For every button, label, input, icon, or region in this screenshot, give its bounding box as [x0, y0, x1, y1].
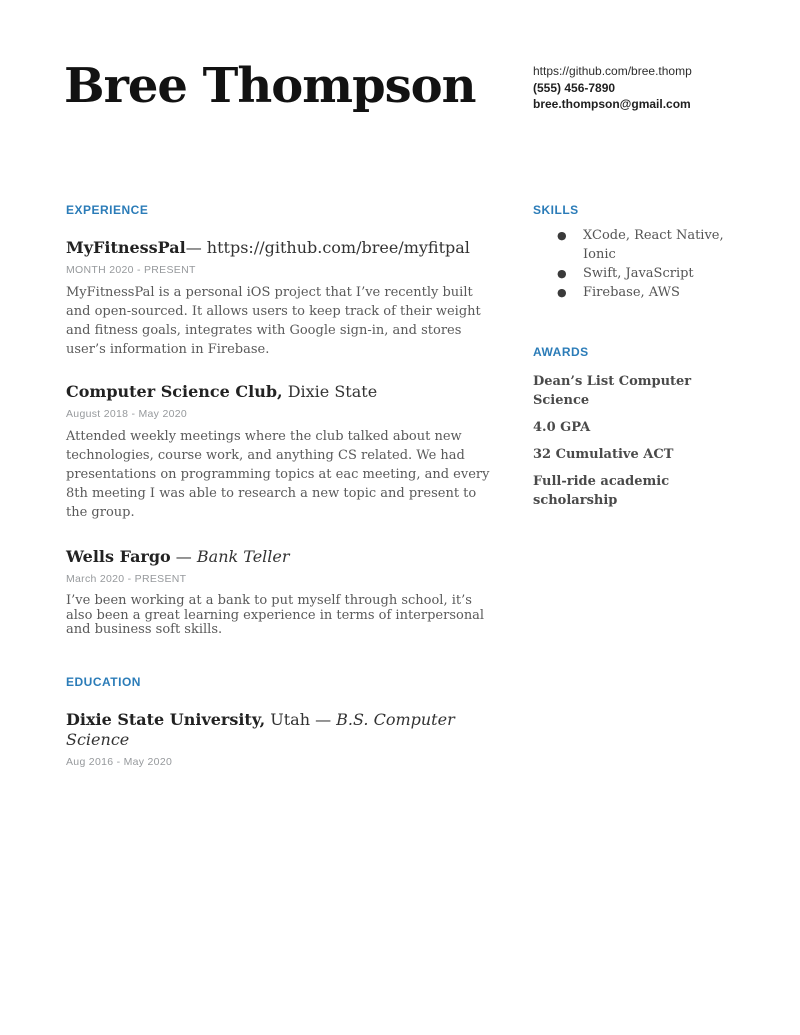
bullet-icon: ●	[557, 286, 567, 299]
job-dates: March 2020 - PRESENT	[66, 573, 187, 585]
section-heading-awards: AWARDS	[533, 345, 589, 359]
contact-email: bree.thompson@gmail.com	[533, 97, 691, 111]
skill-item	[557, 226, 738, 264]
award-item: 4.0 GPA	[533, 420, 591, 435]
award-item: 32 Cumulative ACT	[533, 447, 674, 462]
award-item: Dean’s List Computer Science	[533, 374, 692, 408]
job-title	[66, 547, 492, 567]
education-degree: B.S. Computer Science	[66, 709, 455, 749]
job-title-name: Computer Science Club,	[66, 382, 283, 401]
job-title	[66, 238, 492, 258]
job-title-name: MyFitnessPal	[66, 238, 186, 257]
education-school-name: Dixie State University,	[66, 709, 266, 729]
section-heading-skills: SKILLS	[533, 203, 579, 217]
education-location: Utah —	[265, 709, 337, 729]
right-column	[533, 203, 765, 518]
job-description: I’ve been working at a bank to put myself through school, it’s also been a great learning experience in terms of interpersonal and business soft skills.	[66, 593, 485, 637]
job-description: Attended weekly meetings where the club talked about new technologies, course work, and anything CS related. We had presentations on programming topics at eac meeting, and every 8th meeting I was able to research a new topic and present to the group.	[66, 429, 490, 520]
job-title-name: Wells Fargo	[66, 547, 171, 566]
bullet-icon: ●	[557, 229, 567, 242]
job-dates: August 2018 - May 2020	[66, 408, 188, 420]
skills-list	[533, 226, 738, 302]
section-heading-experience: EXPERIENCE	[66, 203, 149, 217]
job-entry-cs-club	[66, 382, 492, 522]
contact-block	[533, 63, 692, 113]
awards-list	[533, 372, 743, 510]
job-title-detail: — https://github.com/bree/myfitpal	[185, 238, 470, 257]
job-title-separator: —	[170, 547, 197, 566]
job-description: MyFitnessPal is a personal iOS project that I’ve recently built and open-sourced. It allows users to keep track of their weight and fitness goals, integrates with Google sign-in, and stores user’s information in Firebase.	[66, 285, 481, 357]
contact-github-url: https://github.com/bree.thomp	[533, 64, 692, 78]
skill-item-label: Swift, JavaScript	[583, 266, 694, 281]
section-heading-education: EDUCATION	[66, 674, 141, 689]
job-entry-myfitnesspal	[66, 238, 492, 359]
education-dates: Aug 2016 - May 2020	[66, 755, 173, 768]
skill-item	[557, 283, 738, 302]
resume-name: Bree Thompson	[64, 58, 476, 114]
award-item: Full-ride academic scholarship	[533, 474, 670, 508]
job-dates: MONTH 2020 - PRESENT	[66, 264, 196, 276]
bullet-icon: ●	[557, 267, 567, 280]
left-column	[66, 203, 492, 768]
job-title-role: Bank Teller	[196, 547, 290, 566]
contact-phone: (555) 456-7890	[533, 80, 616, 95]
skill-item-label: Firebase, AWS	[583, 285, 680, 300]
education-entry-dixie-state	[66, 710, 492, 768]
skill-item	[557, 264, 738, 283]
job-entry-wells-fargo	[66, 547, 492, 638]
skill-item-label: XCode, React Native, Ionic	[583, 228, 724, 262]
job-title-detail: Dixie State	[282, 382, 378, 401]
education-title	[66, 710, 492, 750]
job-title	[66, 382, 492, 402]
